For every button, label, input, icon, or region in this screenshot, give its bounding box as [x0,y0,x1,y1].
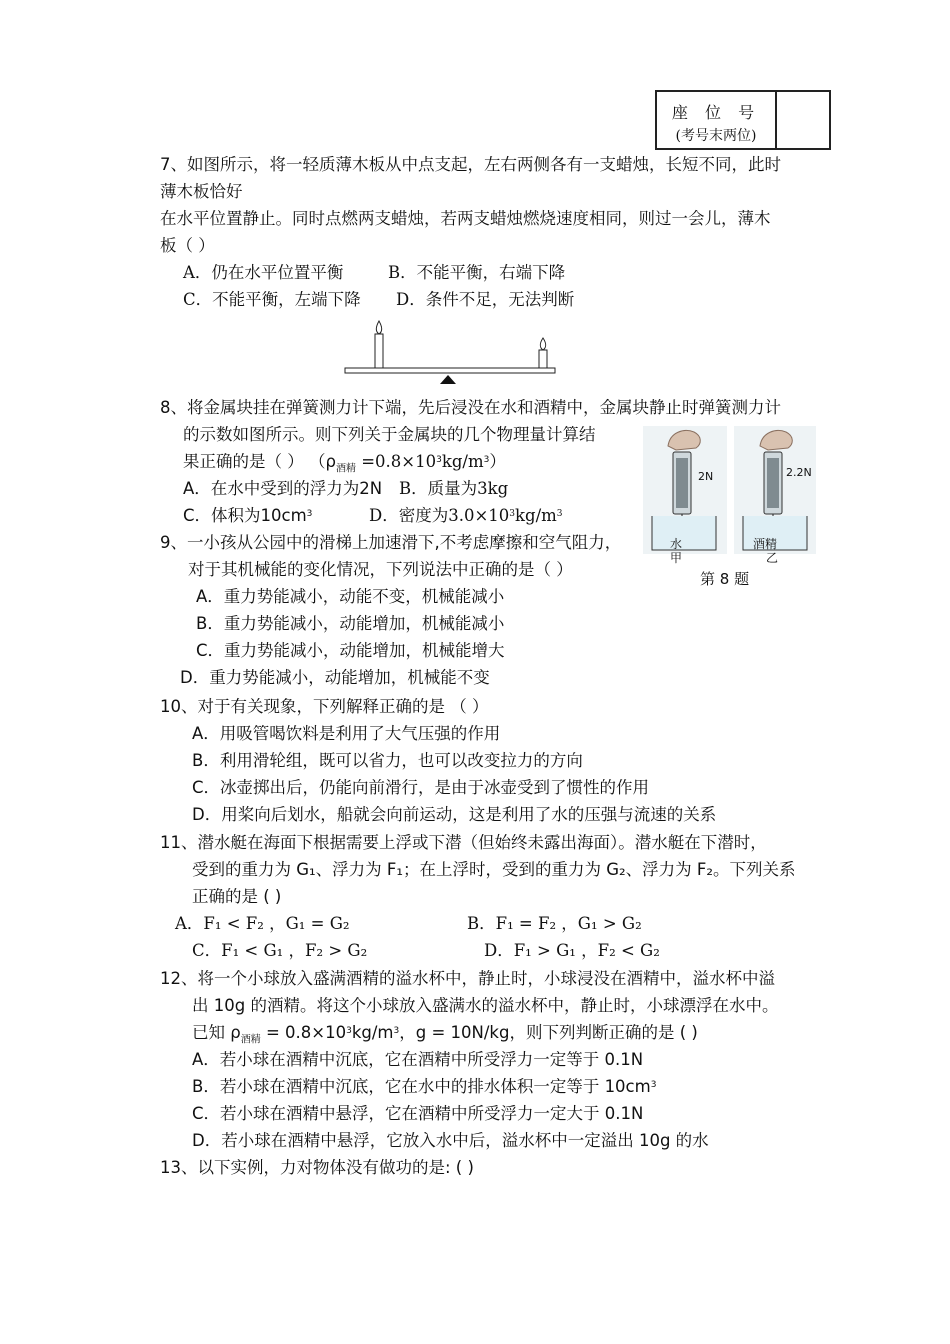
q10-option-c: C．冰壶掷出后，仍能向前滑行，是由于冰壶受到了惯性的作用 [192,778,650,797]
sub-label-jia: 甲 [670,551,683,564]
q8-option-c: C．体积为$10cm^3$ [183,506,313,525]
seat-number-label-cell [657,92,777,148]
q7-option-d: D．条件不足，无法判断 [396,290,575,309]
q7-line4: 板（ ） [160,236,215,255]
q8-option-d: D．密度为$3.0\times 10^3kg/m^3$ [369,506,563,525]
reading-water: 2N [698,470,714,483]
spring-scale-alcohol [734,426,816,564]
q9-line1: 9、一小孩从公园中的滑梯上加速滑下,不考虑摩擦和空气阻力， [160,533,622,552]
q7-line1: 7、如图所示，将一轻质薄木板从中点支起，左右两侧各有一支蜡烛，长短不同，此时 [160,155,781,174]
q7-line3: 在水平位置静止。同时点燃两支蜡烛，若两支蜡烛燃烧速度相同，则过一会儿，薄木 [160,209,771,228]
liquid-label-alcohol: 酒精 [753,537,778,551]
q7-option-a: A．仍在水平位置平衡 [183,263,344,282]
q8-line3: 果正确的是（ ） $(\rho_{酒精} =0.8\times 10^3kg/m^3)$ [183,452,506,475]
q9-option-b: B．重力势能减小，动能增加，机械能减小 [196,614,505,633]
q8-option-b: B．质量为3kg [399,479,509,498]
q10-line1: 10、对于有关现象，下列解释正确的是 （ ） [160,697,489,716]
spring-scale-water [643,426,727,564]
q11-option-a: A．F₁ < F₂ ，G₁ = G₂ [175,914,350,933]
q7-option-c: C．不能平衡，左端下降 [183,290,361,309]
q12-line1: 12、将一个小球放入盛满酒精的溢水杯中，静止时，小球浸没在酒精中，溢水杯中溢 [160,969,775,988]
pivot-triangle [440,375,456,384]
q10-option-d: D．用桨向后划水，船就会向前运动，这是利用了水的压强与流速的关系 [192,805,717,824]
thin-board [345,368,555,373]
seat-number-note: (考号末两位) [675,128,757,144]
q11-option-b: B．F₁ = F₂ ，G₁ > G₂ [467,914,642,933]
q12-line2: 出 10g 的酒精。将这个小球放入盛满水的溢水杯中，静止时，小球漂浮在水中。 [192,996,779,1015]
q9-line2: 对于其机械能的变化情况，下列说法中正确的是（ ） [188,560,573,579]
q12-option-d: D．若小球在酒精中悬浮，它放入水中后，溢水杯中一定溢出 10g 的水 [192,1131,709,1150]
candle-right [539,338,547,368]
seat-number-label: 座 位 号 [671,103,761,122]
q7-balance-figure [340,318,560,388]
q11-option-d: D．F₁ > G₁ ，F₂ < G₂ [484,941,660,960]
q11-line1: 11、潜水艇在海面下根据需要上浮或下潜（但始终未露出海面）。潜水艇在下潜时， [160,833,767,852]
q7-line2: 薄木板恰好 [160,182,243,201]
q10-option-a: A．用吸管喝饮料是利用了大气压强的作用 [192,724,501,743]
q7-option-b: B．不能平衡，右端下降 [388,263,566,282]
seat-number-box [655,90,831,150]
q13-line1: 13、以下实例，力对物体没有做功的是: ( ) [160,1158,474,1177]
q12-option-a: A．若小球在酒精中沉底，它在酒精中所受浮力一定等于 0.1N [192,1050,644,1069]
q11-line3: 正确的是 ( ) [192,887,282,906]
q12-line3: 已知 $\rho_{酒精} = 0.8\times 10^3kg/m^3$，g = 10N/kg，则下列判断正确的是 ( ) [192,1023,698,1046]
q8-spring-scale-figure [640,424,820,564]
q8-figure-caption: 第 8 题 [700,570,750,588]
q12-option-b: B．若小球在酒精中沉底，它在水中的排水体积一定等于 $10cm^3$ [192,1077,657,1096]
q8-option-a: A．在水中受到的浮力为2N [183,479,383,498]
candle-left [375,321,383,368]
q11-line2: 受到的重力为 G₁、浮力为 F₁；在上浮时，受到的重力为 G₂、浮力为 F₂。下列关系 [192,860,796,879]
liquid-label-water: 水 [670,537,683,551]
q9-option-c: C．重力势能减小，动能增加，机械能增大 [196,641,505,660]
q9-option-a: A．重力势能减小，动能不变，机械能减小 [196,587,505,606]
q8-line1: 8、将金属块挂在弹簧测力计下端，先后浸没在水和酒精中，金属块静止时弹簧测力计 [160,398,781,417]
q11-option-c: C．F₁ < G₁ ，F₂ > G₂ [192,941,368,960]
reading-alcohol: 2.2N [786,466,812,479]
q10-option-b: B．利用滑轮组，既可以省力，也可以改变拉力的方向 [192,751,583,770]
q12-option-c: C．若小球在酒精中悬浮，它在酒精中所受浮力一定大于 0.1N [192,1104,644,1123]
q8-line2: 的示数如图所示。则下列关于金属块的几个物理量计算结 [183,425,596,444]
sub-label-yi: 乙 [766,551,779,564]
q9-option-d: D．重力势能减小，动能增加，机械能不变 [180,668,490,687]
